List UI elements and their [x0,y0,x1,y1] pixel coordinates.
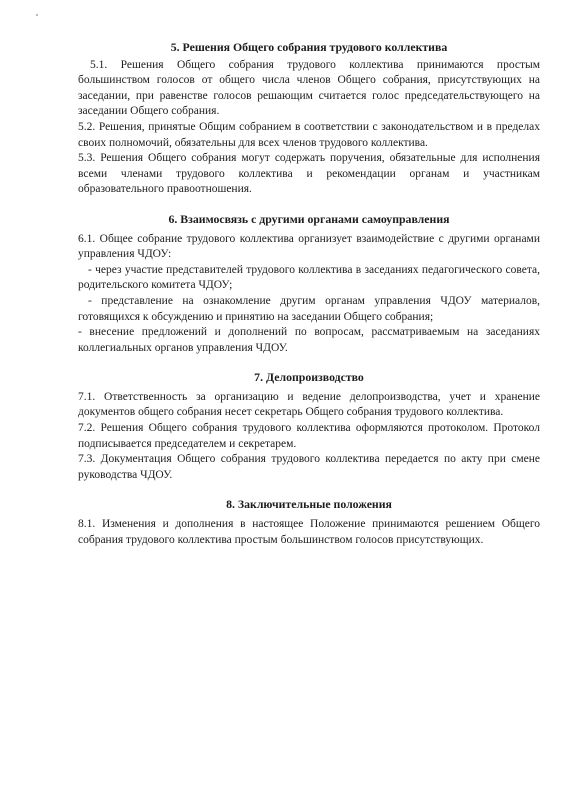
paragraph: 7.2. Решения Общего собрания трудового коллектива оформляются протоколом. Протокол подписывается председателем и секретарем. [78,422,540,450]
section-5 [78,40,540,198]
list-item: - внесение предложений и дополнений по вопросам, рассматриваемым на заседаниях коллегиальных органов управления ЧДОУ. [78,326,540,354]
document-body [78,40,540,562]
paragraph: 7.1. Ответственность за организацию и ведение делопроизводства, учет и хранение документов общего собрания несет секретарь Общего собрания трудового коллектива. [78,390,540,419]
section-heading: 7. Делопроизводство [254,370,364,385]
section-7 [78,370,540,483]
paragraph: 7.3. Документация Общего собрания трудового коллектива передается по акту при смене руководства ЧДОУ. [78,453,540,481]
section-heading: 6. Взаимосвязь с другими органами самоуправления [168,211,450,226]
paragraph: 8.1. Изменения и дополнения в настоящее Положение принимаются решением Общего собрания трудового коллектива простым большинством голосов присутствующих. [78,518,540,546]
paragraph: 6.1. Общее собрание трудового коллектива организует взаимодействие с другими органами управления ЧДОУ: [78,232,540,261]
paragraph: 5.1. Решения Общего собрания трудового коллектива принимаются простым большинством голосов от общего числа членов Общего собрания, присутствующих на заседании, при равенстве голосов решающим считается голос председательствующего на заседании Общего собрания. [78,58,540,118]
list-item: - через участие представителей трудового коллектива в заседаниях педагогического совета, родительского комитета ЧДОУ; [78,263,540,292]
section-heading: 8. Заключительные положения [226,497,392,512]
section-heading: 5. Решения Общего собрания трудового коллектива [170,40,448,54]
section-8 [78,497,540,548]
list-item: - представление на ознакомление другим органам управления ЧДОУ материалов, готовящихся к обсуждению и принятию на заседании Общего собрания; [78,294,540,323]
section-6 [78,212,540,356]
paragraph: 5.3. Решения Общего собрания могут содержать поручения, обязательные для исполнения всеми членами трудового коллектива и рекомендации органам и участникам образовательного правоотношения. [78,152,540,196]
paragraph: 5.2. Решения, принятые Общим собранием в соответствии с законодательством и в пределах своих полномочий, обязательны для всех членов трудового коллектива. [78,120,540,149]
scan-dot [36,14,38,16]
